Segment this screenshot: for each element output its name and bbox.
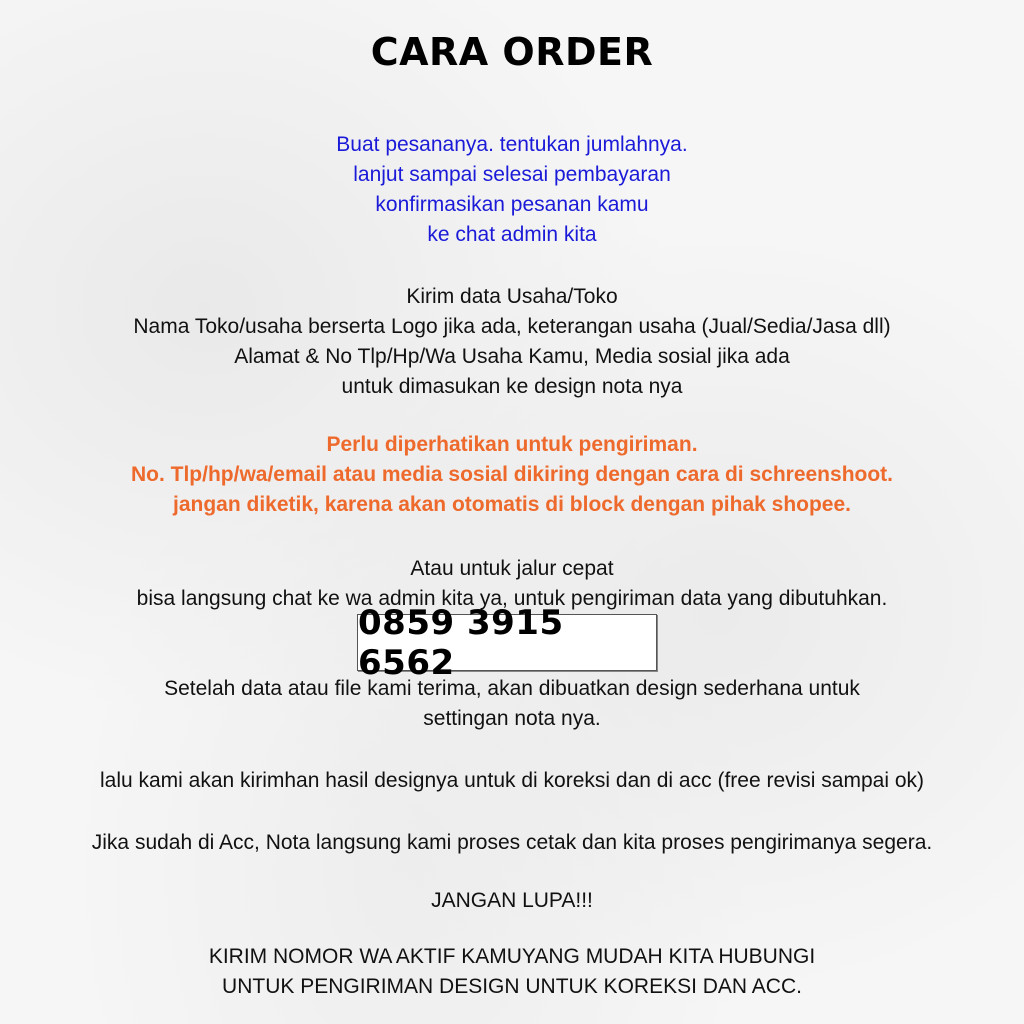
reminder-line: JANGAN LUPA!!! (431, 889, 593, 912)
order-instructions (0, 130, 1024, 250)
instruction-line: Buat pesananya. tentukan jumlahnya. (336, 133, 688, 156)
reminder-heading (0, 886, 1024, 916)
data-request-line: untuk dimasukan ke design nota nya (341, 375, 683, 398)
shipping-warning (0, 430, 1024, 520)
contact-note (0, 942, 1024, 1002)
instruction-line: lanjut sampai selesai pembayaran (353, 163, 671, 186)
contact-note-line: KIRIM NOMOR WA AKTIF KAMUYANG MUDAH KITA HUBUNGI (208, 945, 816, 968)
instruction-line: konfirmasikan pesanan kamu (375, 193, 649, 216)
quick-route-line: Atau untuk jalur cepat (410, 557, 614, 580)
admin-phone-number: 0859 3915 6562 (357, 614, 657, 671)
warning-line: Perlu diperhatikan untuk pengiriman. (326, 433, 698, 456)
data-request-line: Nama Toko/usaha berserta Logo jika ada, keterangan usaha (Jual/Sedia/Jasa dll) (133, 315, 891, 338)
data-request-line: Alamat & No Tlp/Hp/Wa Usaha Kamu, Media sosial jika ada (234, 345, 790, 368)
after-receive-line: settingan nota nya. (423, 707, 601, 730)
after-receive-section (0, 674, 1024, 734)
warning-line: No. Tlp/hp/wa/email atau media sosial dikiring dengan cara di schreenshoot. (130, 463, 894, 486)
after-receive-line: Setelah data atau file kami terima, akan dibuatkan design sederhana untuk (164, 677, 860, 700)
quick-route-line: bisa langsung chat ke wa admin kita ya, untuk pengiriman data yang dibutuhkan. (136, 587, 888, 610)
data-request-line: Kirim data Usaha/Toko (406, 285, 618, 308)
acc-process-note (0, 828, 1024, 858)
instruction-line: ke chat admin kita (427, 223, 597, 246)
data-request-section (0, 282, 1024, 402)
revision-note (0, 766, 1024, 796)
warning-line: jangan diketik, karena akan otomatis di block dengan pihak shopee. (172, 493, 852, 516)
contact-note-line: UNTUK PENGIRIMAN DESIGN UNTUK KOREKSI DAN ACC. (222, 975, 802, 998)
revision-line: lalu kami akan kirimhan hasil designya untuk di koreksi dan di acc (free revisi sampai ok) (99, 769, 925, 792)
acc-process-line: Jika sudah di Acc, Nota langsung kami proses cetak dan kita proses pengirimanya segera. (91, 831, 933, 854)
page-title: CARA ORDER (370, 30, 654, 74)
